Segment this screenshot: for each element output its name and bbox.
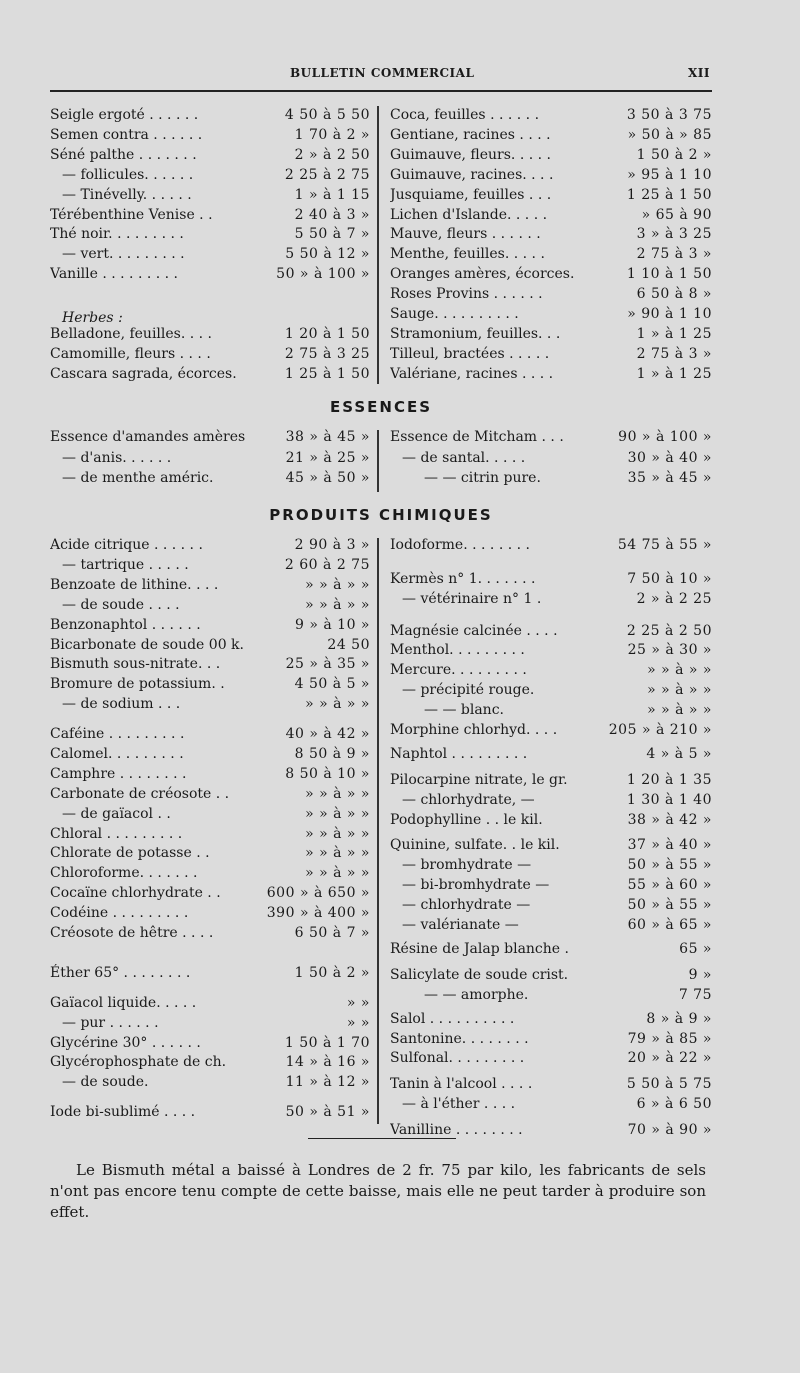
price-row — [390, 305, 712, 324]
price-row — [50, 695, 370, 714]
price-row — [390, 106, 712, 125]
item-name: Carbonate de créosote . . — [50, 785, 230, 802]
item-price: » » à » » — [647, 682, 712, 699]
item-name: — de santal. . . . . — [402, 449, 526, 466]
item-price: 6 50 à 8 » — [636, 286, 712, 303]
item-price: 4 50 à 5 » — [294, 676, 370, 693]
item-name: Menthol. . . . . . . . . — [390, 642, 525, 659]
item-name: Podophylline . . le kil. — [390, 811, 543, 828]
item-name: Kermès n° 1. . . . . . . — [390, 570, 536, 587]
item-name: Bicarbonate de soude 00 k. — [50, 636, 244, 653]
item-price: 4 50 à 5 50 — [284, 107, 370, 123]
item-name: Valériane, racines . . . . — [390, 365, 554, 382]
item-price: 1 25 à 1 50 — [284, 365, 370, 382]
item-name: Vanille . . . . . . . . . — [50, 266, 179, 283]
price-row — [390, 449, 712, 468]
market-note: Le Bismuth métal a baissé à Londres de 2 fr. 75 par kilo, les fabricants de sels n'ont pas encore tenu compte de cette baisse, mais elle ne peut tarder à produire son effet. — [50, 1161, 706, 1221]
price-row — [50, 245, 370, 264]
item-name: Glycérophosphate de ch. — [50, 1054, 227, 1071]
item-name: Séné palthe . . . . . . . — [50, 146, 197, 163]
price-row — [50, 655, 370, 674]
item-name: Gaïacol liquide. . . . . — [50, 994, 197, 1011]
price-row — [390, 836, 712, 855]
page-number: XII — [687, 66, 710, 80]
price-row — [390, 1030, 712, 1049]
item-name: — — amorphe. — [424, 986, 529, 1003]
item-name: Tanin à l'alcool . . . . — [390, 1076, 533, 1093]
item-name: Benzoate de lithine. . . . — [50, 576, 219, 593]
price-row — [50, 345, 370, 364]
chemicals-section — [50, 506, 712, 1139]
item-price: 38 » à 45 » — [285, 429, 370, 445]
item-price: 6 50 à 7 » — [294, 925, 370, 942]
item-name: Vanilline . . . . . . . . — [390, 1122, 523, 1139]
item-price: 65 » — [679, 940, 712, 957]
item-name: — follicules. . . . . . — [62, 166, 194, 183]
price-row — [390, 661, 712, 680]
price-row — [390, 791, 712, 810]
item-price: 2 60 à 2 75 — [284, 556, 370, 573]
item-price: 24 50 — [327, 636, 370, 653]
item-name: Bromure de potassium. . — [50, 676, 225, 693]
price-row — [390, 428, 712, 447]
item-price: 8 50 à 9 » — [294, 745, 370, 762]
item-price: 9 » — [688, 966, 712, 983]
item-price: » 95 à 1 10 — [627, 166, 712, 183]
item-price: 54 75 à 55 » — [617, 537, 712, 553]
item-price: 1 25 à 1 50 — [626, 186, 712, 203]
item-price: 1 50 à 1 70 — [284, 1034, 370, 1051]
item-price: 50 » à 100 » — [276, 266, 370, 283]
price-row — [390, 1010, 712, 1029]
item-price: » » — [346, 994, 370, 1011]
item-name: Caféine . . . . . . . . . — [50, 726, 185, 743]
item-name: Iode bi-sublimé . . . . — [50, 1104, 196, 1121]
price-row — [390, 1075, 712, 1094]
item-name: — — blanc. — [424, 702, 504, 719]
price-row — [390, 265, 712, 284]
item-name: Mauve, fleurs . . . . . . — [390, 226, 541, 243]
price-row — [50, 166, 370, 185]
price-row — [390, 166, 712, 185]
price-row — [50, 616, 370, 635]
price-row — [390, 856, 712, 875]
price-row — [50, 325, 370, 344]
item-name: — de sodium . . . — [62, 696, 181, 713]
item-name: Térébenthine Venise . . — [50, 206, 213, 223]
item-name: Chlorate de potasse . . — [50, 845, 210, 862]
item-price: » » à » » — [305, 865, 370, 882]
price-row — [50, 186, 370, 205]
price-row — [390, 245, 712, 264]
price-row — [50, 745, 370, 764]
item-price: 11 » à 12 » — [285, 1074, 370, 1091]
chemicals-title: PRODUITS CHIMIQUES — [269, 506, 493, 524]
item-name: Glycérine 30° . . . . . . — [50, 1034, 201, 1051]
item-price: » » à » » — [647, 702, 712, 719]
item-name: Éther 65° . . . . . . . . — [50, 964, 191, 981]
item-name: Calomel. . . . . . . . . — [50, 745, 184, 762]
item-name: Herbes : — [62, 310, 123, 326]
item-name: Camomille, fleurs . . . . — [50, 345, 211, 362]
price-row — [50, 469, 370, 488]
item-price: 390 » à 400 » — [266, 905, 370, 922]
item-price: 7 50 à 10 » — [627, 570, 712, 587]
price-row — [390, 681, 712, 700]
item-price: » » à » » — [647, 662, 712, 679]
price-row — [50, 844, 370, 863]
essences-title: ESSENCES — [329, 398, 433, 416]
price-row — [50, 225, 370, 244]
item-price: 205 » à 210 » — [608, 722, 712, 739]
item-name: Naphtol . . . . . . . . . — [390, 745, 528, 762]
price-row — [50, 636, 370, 655]
item-name: Seigle ergoté . . . . . . — [50, 107, 199, 123]
item-price: 1 50 à 2 » — [636, 146, 712, 163]
price-row — [50, 449, 370, 468]
item-price: 40 » à 42 » — [285, 726, 370, 743]
price-row — [50, 765, 370, 784]
item-price: 600 » à 650 » — [266, 885, 370, 902]
column-divider — [377, 430, 379, 492]
item-name: — valérianate — — [402, 917, 519, 934]
item-price: 50 » à 55 » — [627, 897, 712, 914]
price-row — [50, 365, 370, 384]
price-row — [50, 265, 370, 284]
item-price: 70 » à 90 » — [627, 1122, 712, 1139]
column-divider — [377, 538, 379, 1124]
price-row — [390, 876, 712, 895]
item-name: — de menthe améric. — [62, 470, 214, 486]
item-price: 1 » à 1 25 — [636, 365, 712, 382]
price-row — [50, 1103, 370, 1122]
item-name: — pur . . . . . . — [62, 1014, 159, 1031]
price-row — [50, 924, 370, 943]
item-price: 8 50 à 10 » — [285, 765, 370, 782]
item-price: 60 » à 65 » — [627, 917, 712, 934]
price-row — [50, 106, 370, 125]
item-name: — tartrique . . . . . — [62, 556, 189, 573]
item-price: » 65 à 90 — [641, 206, 712, 223]
price-row — [390, 745, 712, 764]
item-price: 2 25 à 2 50 — [626, 622, 712, 639]
item-price: 5 50 à 5 75 — [626, 1076, 712, 1093]
price-row — [390, 701, 712, 720]
item-name: Thé noir. . . . . . . . . — [50, 226, 184, 243]
item-price: 2 » à 2 50 — [294, 146, 370, 163]
item-price: » » à » » — [305, 785, 370, 802]
item-name: — Tinévelly. . . . . . — [62, 186, 192, 203]
price-row — [390, 469, 712, 488]
item-name: — bromhydrate — — [402, 857, 532, 874]
item-price: 8 » à 9 » — [646, 1010, 712, 1027]
item-name: Acide citrique . . . . . . — [50, 537, 203, 553]
price-row — [390, 771, 712, 790]
item-price: 2 75 à 3 » — [636, 345, 712, 362]
price-row — [390, 721, 712, 740]
item-price: 45 » à 50 » — [285, 470, 370, 486]
item-name: Cocaïne chlorhydrate . . — [50, 885, 221, 902]
item-name: — chlorhydrate, — — [402, 791, 535, 808]
price-row — [390, 126, 712, 145]
price-row — [390, 1095, 712, 1114]
item-price: 90 » à 100 » — [618, 429, 712, 445]
item-name: — vétérinaire n° 1 . — [402, 590, 542, 607]
column-divider — [377, 106, 379, 384]
item-price: 7 75 — [678, 986, 712, 1003]
price-row — [50, 964, 370, 983]
item-name: Lichen d'Islande. . . . . — [390, 206, 548, 223]
price-row — [390, 1049, 712, 1068]
item-name: Jusquiame, feuilles . . . — [390, 186, 552, 203]
item-price: 37 » à 40 » — [627, 837, 712, 854]
item-name: Essence de Mitcham . . . — [390, 429, 564, 445]
item-price: » » — [346, 1014, 370, 1031]
price-row — [50, 675, 370, 694]
item-price: 2 25 à 2 75 — [284, 166, 370, 183]
item-name: Créosote de hêtre . . . . — [50, 925, 214, 942]
price-row — [50, 884, 370, 903]
item-name: Sauge. . . . . . . . . . — [390, 306, 519, 322]
item-name: Oranges amères, écorces. — [390, 266, 575, 283]
item-name: Camphre . . . . . . . . — [50, 765, 187, 782]
item-name: Cascara sagrada, écorces. — [50, 365, 237, 382]
price-row — [50, 1073, 370, 1092]
item-price: 25 » à 35 » — [285, 656, 370, 673]
item-name: Guimauve, fleurs. . . . . — [390, 146, 551, 163]
price-row — [390, 966, 712, 985]
item-price: » 50 à » 85 — [627, 126, 712, 143]
item-name: Tilleul, bractées . . . . . — [390, 345, 550, 362]
price-row — [390, 285, 712, 304]
price-row — [50, 1034, 370, 1053]
item-name: Guimauve, racines. . . . — [390, 166, 554, 183]
price-row — [390, 570, 712, 589]
price-row — [390, 622, 712, 641]
item-name: — d'anis. . . . . . — [62, 449, 172, 466]
price-row — [50, 825, 370, 844]
price-row — [50, 146, 370, 165]
item-price: 1 30 à 1 40 — [626, 791, 712, 808]
price-row — [390, 225, 712, 244]
item-name: Chloroforme. . . . . . . — [50, 865, 198, 882]
item-price: 1 20 à 1 50 — [284, 325, 370, 342]
price-row — [50, 725, 370, 744]
item-name: Sulfonal. . . . . . . . . — [390, 1050, 525, 1067]
price-row — [390, 186, 712, 205]
item-price: » 90 à 1 10 — [627, 306, 712, 322]
item-price: 38 » à 42 » — [627, 811, 712, 828]
item-name: Bismuth sous-nitrate. . . — [50, 656, 221, 673]
price-row — [390, 940, 712, 959]
item-name: Résine de Jalap blanche . — [390, 940, 569, 957]
item-name: Morphine chlorhyd. . . . — [390, 722, 558, 739]
item-price: 6 » à 6 50 — [636, 1096, 712, 1113]
item-name: Roses Provins . . . . . . — [390, 286, 543, 303]
item-name: Salol . . . . . . . . . . — [390, 1010, 515, 1027]
item-name: Coca, feuilles . . . . . . — [390, 107, 540, 123]
item-price: 30 » à 40 » — [627, 449, 712, 466]
item-price: 1 70 à 2 » — [294, 126, 370, 143]
item-name: — de soude . . . . — [62, 596, 180, 613]
item-name: — chlorhydrate — — [402, 897, 531, 914]
item-price: 4 » à 5 » — [646, 745, 712, 762]
item-name: Chloral . . . . . . . . . — [50, 825, 183, 842]
item-price: 50 » à 55 » — [627, 857, 712, 874]
item-price: 2 40 à 3 » — [294, 206, 370, 223]
item-price: 9 » à 10 » — [295, 616, 370, 633]
price-row — [50, 206, 370, 225]
item-price: 5 50 à 12 » — [285, 246, 370, 263]
journal-title: BULLETIN COMMERCIAL — [290, 66, 475, 80]
price-row — [50, 904, 370, 923]
price-row — [390, 986, 712, 1005]
price-row — [390, 325, 712, 344]
price-row — [50, 285, 370, 304]
price-row — [390, 916, 712, 935]
item-name: — de gaïacol . . — [62, 805, 171, 822]
item-name: — — citrin pure. — [424, 470, 541, 486]
item-name: Essence d'amandes amères — [50, 429, 246, 445]
item-name: Stramonium, feuilles. . . — [390, 325, 561, 342]
item-name: Belladone, feuilles. . . . — [50, 325, 213, 342]
item-price: 55 » à 60 » — [627, 877, 712, 894]
header-rule — [50, 90, 712, 92]
item-name: Magnésie calcinée . . . . — [390, 622, 558, 639]
item-price: » » à » » — [305, 825, 370, 842]
price-row — [50, 576, 370, 595]
price-row — [50, 596, 370, 615]
price-row — [50, 556, 370, 575]
item-price: 79 » à 85 » — [627, 1030, 712, 1047]
price-row — [390, 345, 712, 364]
item-price: 2 75 à 3 » — [636, 246, 712, 263]
item-name: — bi-bromhydrate — — [402, 877, 550, 894]
item-name: Gentiane, racines . . . . — [390, 126, 551, 143]
price-row — [390, 146, 712, 165]
item-name: — à l'éther . . . . — [402, 1096, 516, 1113]
item-price: 1 20 à 1 35 — [626, 771, 712, 788]
item-name: Santonine. . . . . . . . — [390, 1030, 529, 1047]
item-price: 20 » à 22 » — [627, 1050, 712, 1067]
item-price: » » à » » — [305, 596, 370, 613]
item-name: — précipité rouge. — [402, 682, 535, 699]
item-name: Salicylate de soude crist. — [390, 966, 569, 983]
plants-section — [50, 106, 712, 386]
item-name: Semen contra . . . . . . — [50, 126, 203, 143]
footnote-rule — [308, 1138, 456, 1139]
price-row — [50, 305, 370, 324]
item-name: Quinine, sulfate. . le kil. — [390, 837, 560, 854]
item-price: 35 » à 45 » — [627, 470, 712, 486]
item-name: Iodoforme. . . . . . . . — [390, 537, 530, 553]
price-row — [50, 864, 370, 883]
essences-section — [50, 398, 712, 498]
item-price: 5 50 à 7 » — [294, 226, 370, 243]
item-price: 3 50 à 3 75 — [626, 107, 712, 123]
item-price: 1 » à 1 15 — [294, 186, 370, 203]
price-row — [390, 206, 712, 225]
item-price: 1 50 à 2 » — [294, 964, 370, 981]
price-row — [390, 590, 712, 609]
item-price: 14 » à 16 » — [285, 1054, 370, 1071]
price-row — [50, 994, 370, 1013]
price-row — [50, 428, 370, 447]
item-name: — de soude. — [62, 1074, 149, 1091]
price-row — [390, 365, 712, 384]
item-name: Menthe, feuilles. . . . . — [390, 246, 545, 263]
item-name: Codéine . . . . . . . . . — [50, 905, 189, 922]
item-price: 2 75 à 3 25 — [284, 345, 370, 362]
price-row — [50, 536, 370, 555]
item-price: 1 » à 1 25 — [636, 325, 712, 342]
item-price: 1 10 à 1 50 — [626, 266, 712, 283]
item-price: 2 » à 2 25 — [636, 590, 712, 607]
price-row — [50, 805, 370, 824]
item-price: 3 » à 3 25 — [636, 226, 712, 243]
price-row — [50, 785, 370, 804]
item-price: 21 » à 25 » — [285, 449, 370, 466]
item-name: Mercure. . . . . . . . . — [390, 662, 527, 679]
price-row — [50, 126, 370, 145]
price-row — [50, 1014, 370, 1033]
price-row — [390, 641, 712, 660]
price-row — [390, 536, 712, 555]
item-price: 25 » à 30 » — [627, 642, 712, 659]
price-row — [50, 1053, 370, 1072]
item-price: » » à » » — [305, 845, 370, 862]
price-row — [390, 811, 712, 830]
item-price: 2 90 à 3 » — [294, 537, 370, 553]
item-price: » » à » » — [305, 576, 370, 593]
item-price: » » à » » — [305, 805, 370, 822]
item-price: 50 » à 51 » — [285, 1104, 370, 1121]
item-name: Pilocarpine nitrate, le gr. — [390, 771, 568, 788]
item-name: — vert. . . . . . . . . — [62, 246, 185, 263]
item-price: » » à » » — [305, 696, 370, 713]
item-name: Benzonaphtol . . . . . . — [50, 616, 201, 633]
price-row — [390, 896, 712, 915]
